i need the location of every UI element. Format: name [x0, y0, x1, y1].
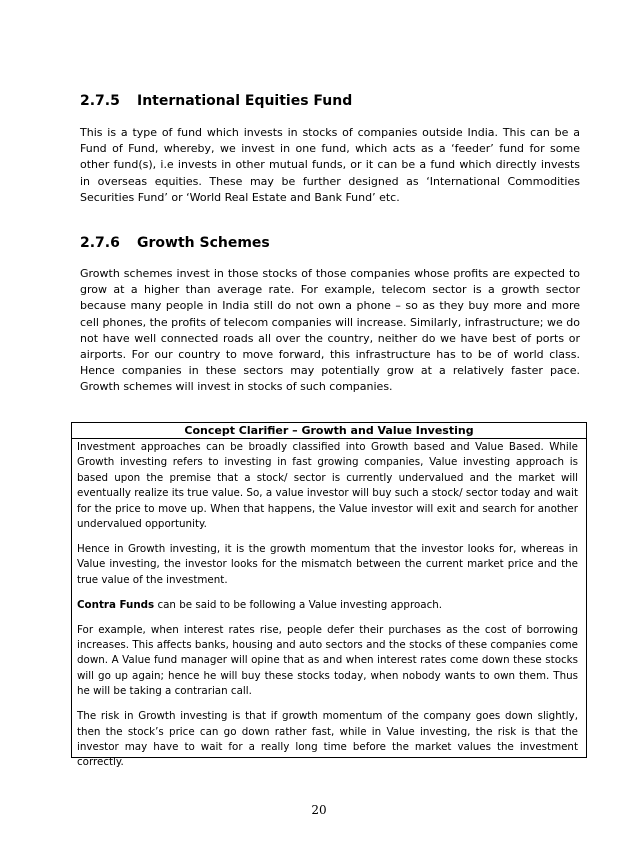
concept-clarifier-title: Concept Clarifier – Growth and Value Investing [72, 423, 586, 439]
concept-clarifier-box [71, 422, 587, 769]
contra-funds-text: can be said to be following a Value investing approach. [154, 598, 443, 611]
section-number: 2.7.5 [80, 93, 120, 109]
interest-rates-example-paragraph: For example, when interest rates rise, people defer their purchases as the cost of borrowing increases. This affects banks, housing and auto sectors and the stocks of these companies come down. A Value fund manager will opine that as and when interest rates come down these stocks will go up again; hence he will buy these stocks today, when nobody wants to own them. Thus he will be taking a contrarian call. [77, 623, 578, 698]
contra-funds-term: Contra Funds [77, 598, 155, 611]
international-equities-paragraph: This is a type of fund which invests in stocks of companies outside India. This can be a Fund of Fund, whereby, we invest in one fund, which acts as a ‘feeder’ fund for some other fund(s), i.e invests in other mutual funds, or it can be a fund which directly invests in overseas equities. These may be further designed as ‘International Commodities Securities Fund’ or ‘World Real Estate and Bank Fund’ etc. [80, 126, 580, 204]
section-heading-2-7-6 [80, 234, 270, 252]
contra-funds-paragraph [77, 598, 578, 613]
concept-clarifier-body [72, 439, 586, 771]
investing-risk-paragraph: The risk in Growth investing is that if growth momentum of the company goes down slightly, then the stock’s price can go down rather fast, while in Value investing, the risk is that the investor may have to wait for a really long time before the market values the investment correctly. [77, 710, 578, 769]
section-number: 2.7.6 [80, 235, 120, 251]
section-title: Growth Schemes [137, 235, 270, 251]
page-number: 20 [311, 803, 327, 817]
growth-momentum-paragraph: Hence in Growth investing, it is the growth momentum that the investor looks for, whereas in Value investing, the investor looks for the mismatch between the current market price and the true value of the investment. [77, 542, 578, 586]
section-title: International Equities Fund [137, 93, 353, 109]
growth-schemes-paragraph: Growth schemes invest in those stocks of those companies whose profits are expected to grow at a higher than average rate. For example, telecom sector is a growth sector because many people in India still do not own a phone – so as they buy more and more cell phones, the profits of telecom companies will increase. Similarly, infrastructure; we do not have well connected roads all over the country, neither do we have best of ports or airports. For our country to move forward, this infrastructure has to be of world class. Hence companies in these sectors may potentially grow at a relatively faster pace. Growth schemes will invest in stocks of such companies. [80, 267, 580, 394]
section-heading-2-7-5 [80, 92, 352, 110]
growth-value-approaches-paragraph: Investment approaches can be broadly classified into Growth based and Value Based. While Growth investing refers to investing in fast growing companies, Value investing approach is based upon the premise that a stock/ sector is currently undervalued and the market will eventually realize its true value. So, a value investor will buy such a stock/ sector today and wait for the price to move up. When that happens, the Value investor will exit and search for another undervalued opportunity. [77, 441, 578, 531]
